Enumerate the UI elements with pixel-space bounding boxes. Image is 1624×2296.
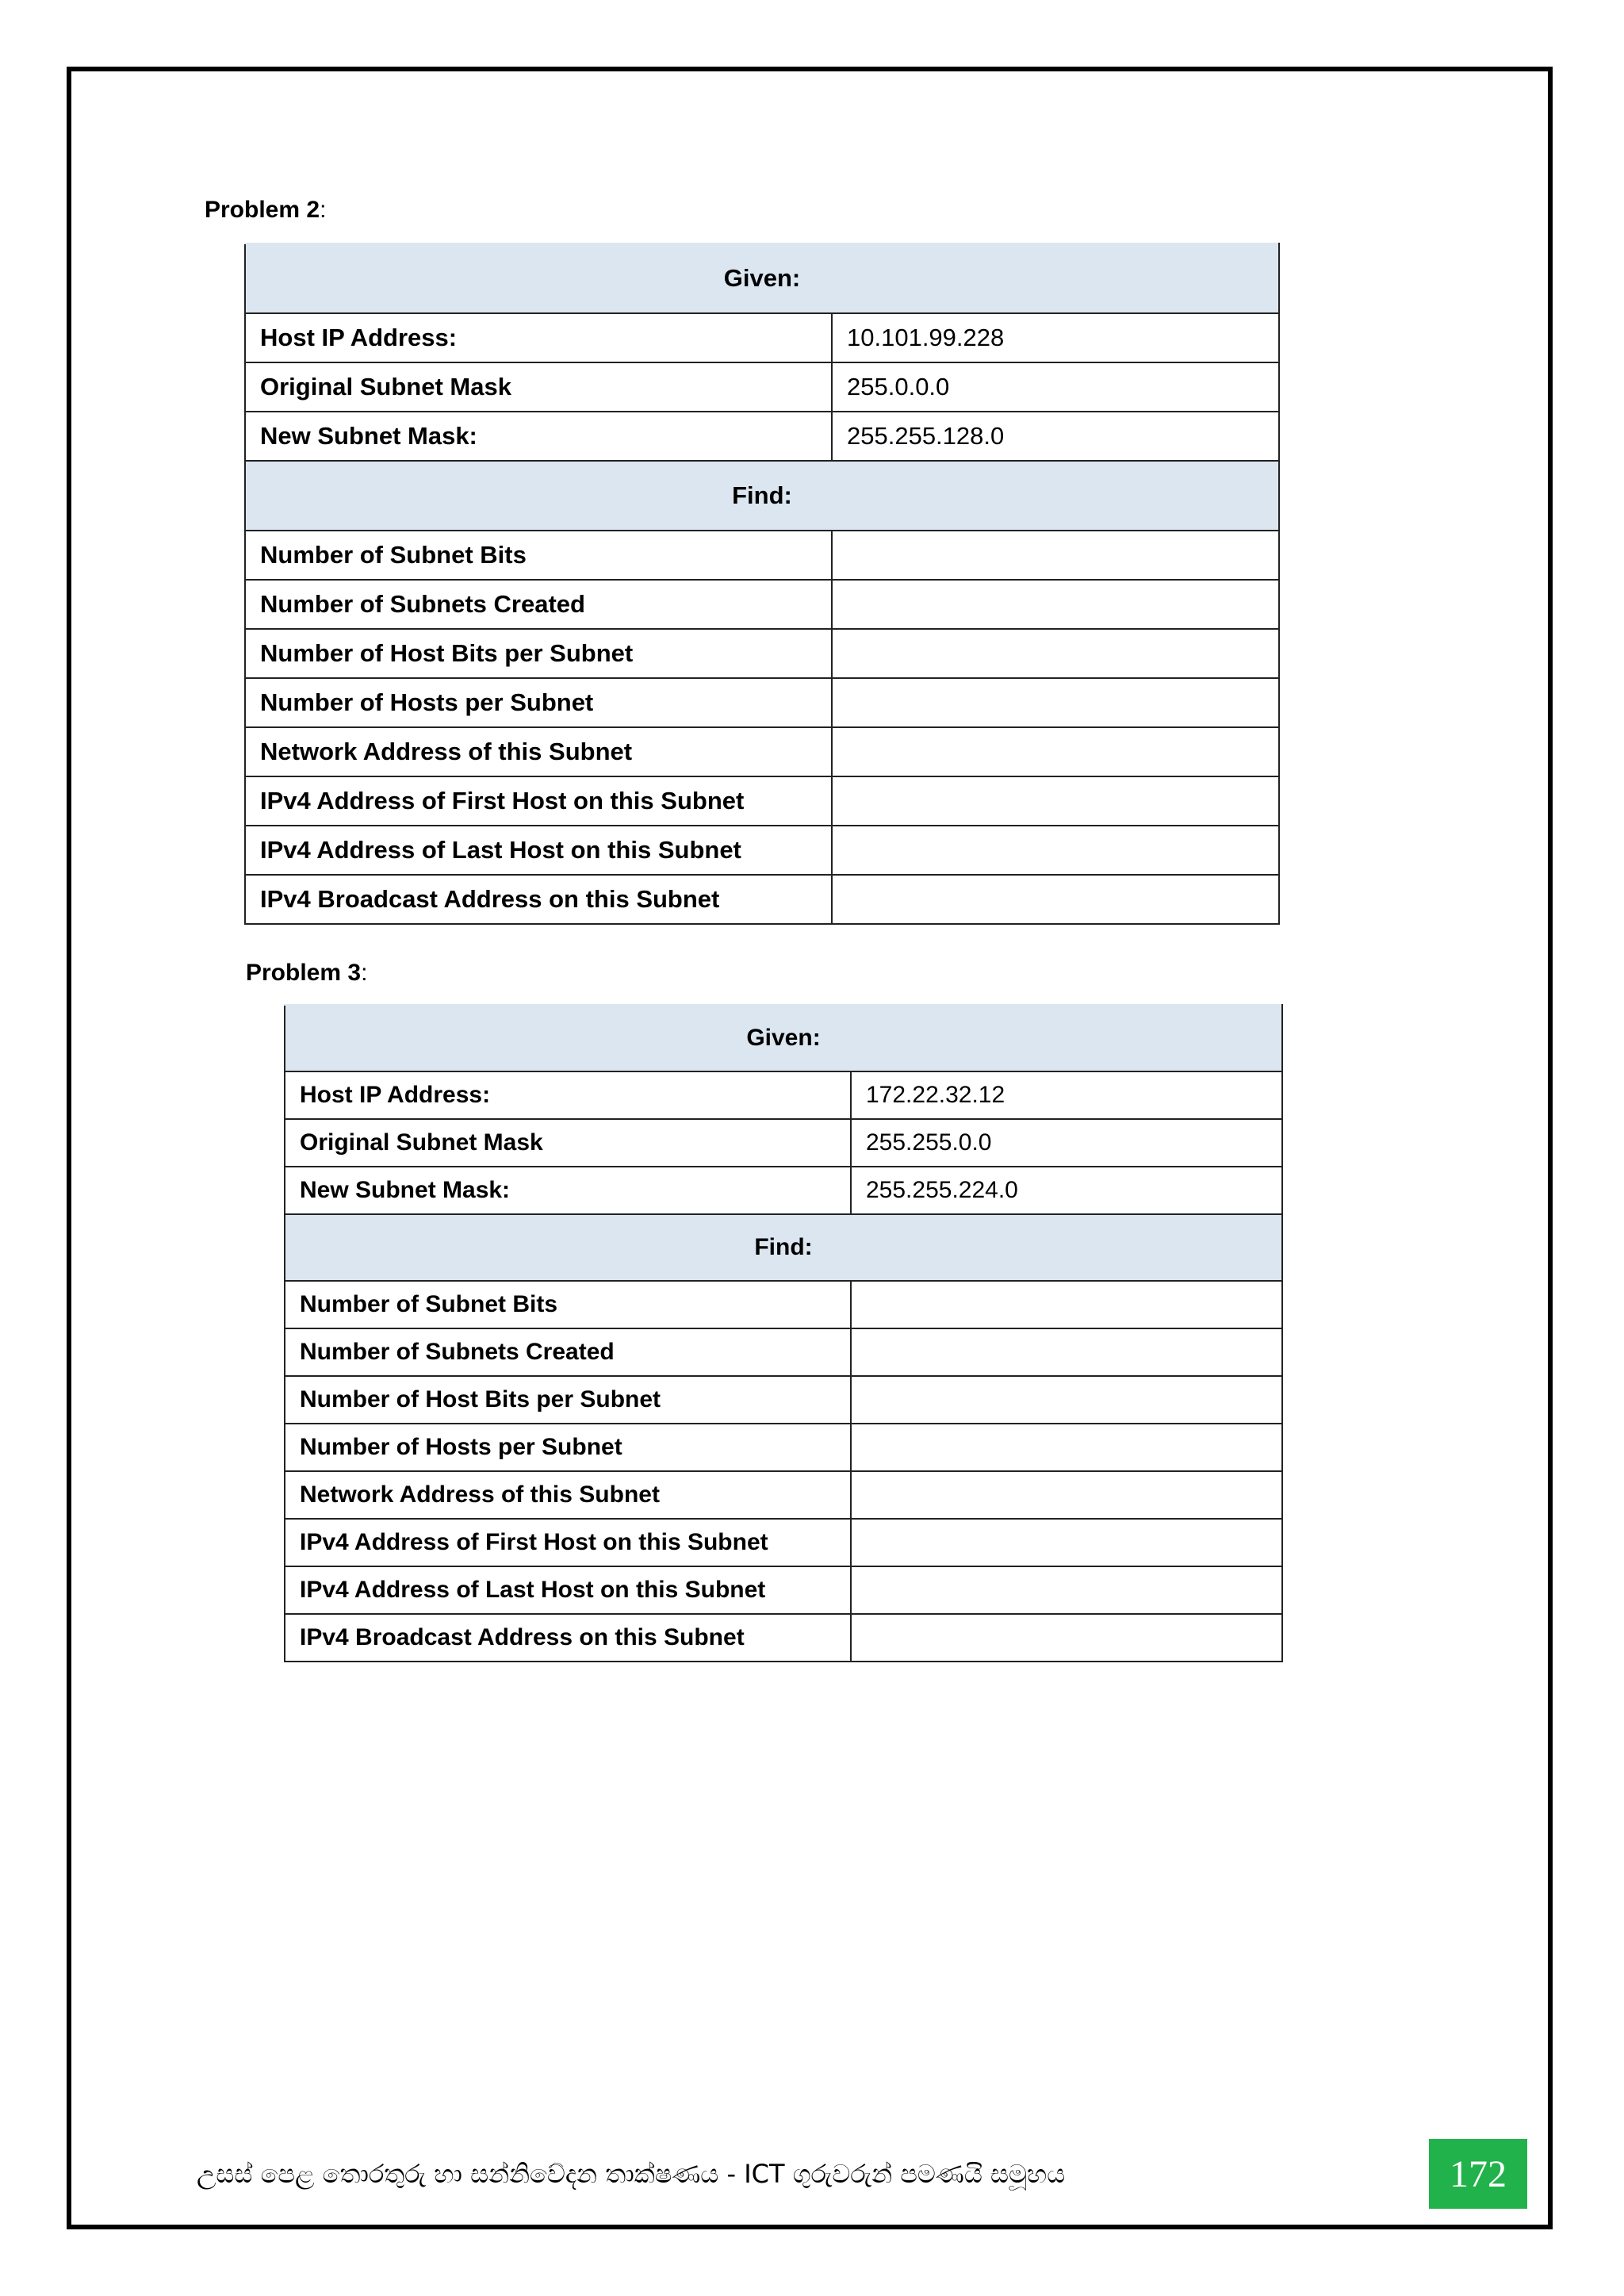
answer-cell[interactable] [851,1566,1282,1614]
given-header: Given: [285,1005,1282,1071]
find-label: IPv4 Address of Last Host on this Subnet [245,826,832,875]
find-label: Number of Host Bits per Subnet [285,1376,851,1424]
find-label: Number of Hosts per Subnet [285,1424,851,1471]
table-row [285,1376,1282,1424]
table-row [285,1119,1282,1167]
problem-2-table [244,243,1280,925]
given-label: Original Subnet Mask [285,1119,851,1167]
table-row [285,1566,1282,1614]
page-number-badge: 172 [1429,2139,1527,2209]
answer-cell[interactable] [832,531,1279,580]
problem-3-title: Problem 3: [246,960,368,986]
table-row [245,362,1279,412]
find-label: Number of Hosts per Subnet [245,678,832,727]
answer-cell[interactable] [851,1519,1282,1566]
given-label: Host IP Address: [245,313,832,362]
table-row [245,727,1279,776]
footer-text: උසස් පෙළ තොරතුරු හා සන්නිවේදන තාක්ෂණය - ICT ගුරුවරුන් පමණයි සමූහය [197,2159,1066,2189]
given-value: 255.255.128.0 [832,412,1279,461]
answer-cell[interactable] [851,1471,1282,1519]
find-label: IPv4 Address of First Host on this Subnet [245,776,832,826]
answer-cell[interactable] [832,580,1279,629]
table-row [285,1167,1282,1214]
answer-cell[interactable] [851,1376,1282,1424]
given-value: 10.101.99.228 [832,313,1279,362]
answer-cell[interactable] [832,776,1279,826]
table-row [285,1424,1282,1471]
answer-cell[interactable] [832,629,1279,678]
find-label: IPv4 Address of First Host on this Subnet [285,1519,851,1566]
answer-cell[interactable] [851,1424,1282,1471]
answer-cell[interactable] [851,1614,1282,1662]
find-label: Number of Subnet Bits [285,1281,851,1328]
find-label: Network Address of this Subnet [245,727,832,776]
given-label: New Subnet Mask: [245,412,832,461]
given-label: New Subnet Mask: [285,1167,851,1214]
given-header: Given: [245,243,1279,313]
table-row [285,1519,1282,1566]
find-label: Network Address of this Subnet [285,1471,851,1519]
answer-cell[interactable] [832,727,1279,776]
answer-cell[interactable] [832,826,1279,875]
problem-2-title: Problem 2: [205,197,327,223]
table-row [245,776,1279,826]
table-row [245,531,1279,580]
find-label: Number of Subnets Created [285,1328,851,1376]
answer-cell[interactable] [832,875,1279,924]
find-label: Number of Subnet Bits [245,531,832,580]
table-row [245,412,1279,461]
answer-cell[interactable] [851,1328,1282,1376]
find-label: IPv4 Address of Last Host on this Subnet [285,1566,851,1614]
table-row [245,580,1279,629]
given-value: 255.255.224.0 [851,1167,1282,1214]
find-label: IPv4 Broadcast Address on this Subnet [285,1614,851,1662]
table-row [285,1471,1282,1519]
answer-cell[interactable] [851,1281,1282,1328]
problem-3-table [284,1004,1283,1662]
answer-cell[interactable] [832,678,1279,727]
table-row [245,313,1279,362]
given-label: Original Subnet Mask [245,362,832,412]
table-row [285,1281,1282,1328]
table-row [245,678,1279,727]
table-row [285,1614,1282,1662]
given-label: Host IP Address: [285,1071,851,1119]
given-value: 172.22.32.12 [851,1071,1282,1119]
given-value: 255.0.0.0 [832,362,1279,412]
given-value: 255.255.0.0 [851,1119,1282,1167]
table-row [245,629,1279,678]
table-row [285,1328,1282,1376]
find-label: Number of Host Bits per Subnet [245,629,832,678]
find-header: Find: [285,1214,1282,1281]
find-label: IPv4 Broadcast Address on this Subnet [245,875,832,924]
find-label: Number of Subnets Created [245,580,832,629]
table-row [245,875,1279,924]
find-header: Find: [245,461,1279,531]
table-row [245,826,1279,875]
table-row [285,1071,1282,1119]
